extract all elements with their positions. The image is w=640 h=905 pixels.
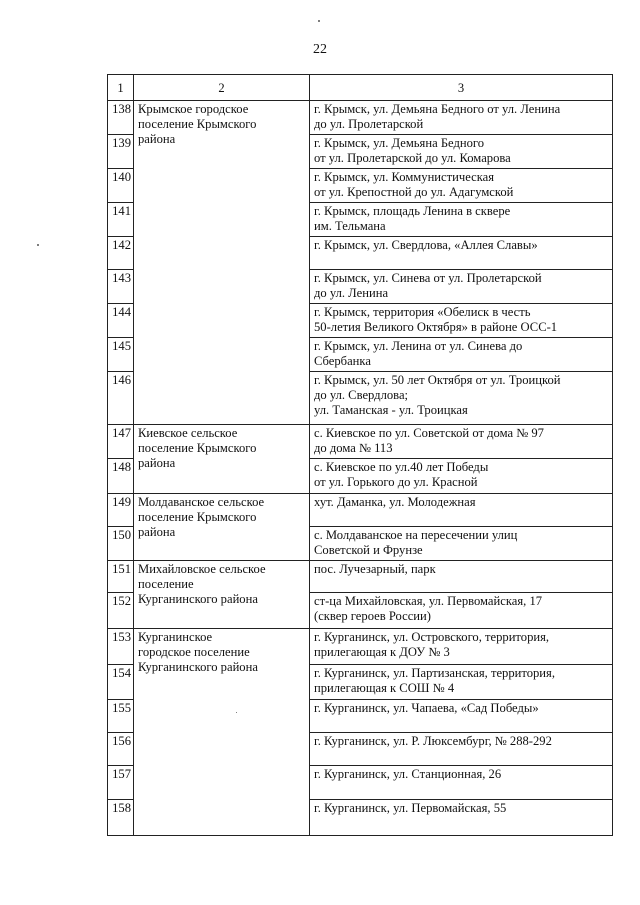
address-line: с. Киевское по ул. Советской от дома № 97 <box>314 426 544 440</box>
table-row <box>108 561 613 593</box>
row-number-cell: 158 <box>108 800 134 836</box>
row-number-cell: 143 <box>108 270 134 304</box>
settlement-cell <box>134 561 310 629</box>
settlement-name-line: городское поселение <box>138 645 250 659</box>
address-line: от ул. Крепостной до ул. Адагумской <box>314 185 514 199</box>
address-line: прилегающая к ДОУ № 3 <box>314 645 450 659</box>
settlement-name-line: поселение Крымского <box>138 510 257 524</box>
table-row <box>108 494 613 527</box>
header-cell-number: 1 <box>108 75 134 101</box>
table-row <box>108 629 613 665</box>
row-number-cell: 140 <box>108 169 134 203</box>
row-number-cell: 152 <box>108 593 134 629</box>
address-line: до ул. Свердлова; <box>314 388 409 402</box>
row-number-cell: 146 <box>108 372 134 425</box>
address-cell <box>310 629 613 665</box>
address-line: ул. Таманская - ул. Троицкая <box>314 403 468 417</box>
row-number-cell: 142 <box>108 237 134 270</box>
settlement-name-line: района <box>138 456 176 470</box>
address-cell <box>310 700 613 733</box>
address-line: до ул. Ленина <box>314 286 389 300</box>
table-row <box>108 101 613 135</box>
row-number-cell: 139 <box>108 135 134 169</box>
places-table <box>107 74 613 836</box>
address-line: до ул. Пролетарской <box>314 117 424 131</box>
address-line: пос. Лучезарный, парк <box>314 562 436 576</box>
address-line: (сквер героев России) <box>314 609 431 623</box>
row-number-cell: 148 <box>108 459 134 494</box>
row-number-cell: 149 <box>108 494 134 527</box>
settlement-name-line: поселение Крымского <box>138 441 257 455</box>
address-cell <box>310 338 613 372</box>
address-line: г. Крымск, ул. Ленина от ул. Синева до <box>314 339 523 353</box>
address-line: г. Крымск, площадь Ленина в сквере <box>314 204 511 218</box>
settlement-name-line: района <box>138 132 176 146</box>
header-cell-address: 3 <box>310 75 613 101</box>
settlement-cell <box>134 494 310 561</box>
address-line: г. Курганинск, ул. Р. Люксембург, № 288-292 <box>314 734 552 748</box>
address-line: Сбербанка <box>314 354 371 368</box>
address-line: г. Крымск, ул. Демьяна Бедного <box>314 136 485 150</box>
address-cell <box>310 135 613 169</box>
settlement-name-line: Крымское городское <box>138 102 249 116</box>
address-line: прилегающая к СОШ № 4 <box>314 681 455 695</box>
address-line: г. Курганинск, ул. Партизанская, территория, <box>314 666 555 680</box>
settlement-name-line: Киевское сельское <box>138 426 238 440</box>
address-cell <box>310 304 613 338</box>
scan-speck <box>318 20 320 22</box>
address-cell <box>310 459 613 494</box>
row-number-cell: 138 <box>108 101 134 135</box>
address-line: 50-летия Великого Октября» в районе ОСС-1 <box>314 320 558 334</box>
scan-speck <box>37 244 39 246</box>
address-cell <box>310 425 613 459</box>
settlement-name-line: Курганинское <box>138 630 213 644</box>
header-cell-settlement: 2 <box>134 75 310 101</box>
address-line: им. Тельмана <box>314 219 386 233</box>
address-line: г. Крымск, территория «Обелиск в честь <box>314 305 531 319</box>
settlement-name-line: Молдаванское сельское <box>138 495 265 509</box>
row-number-cell: 151 <box>108 561 134 593</box>
address-line: от ул. Пролетарской до ул. Комарова <box>314 151 511 165</box>
address-cell <box>310 527 613 561</box>
address-cell <box>310 800 613 836</box>
address-line: г. Курганинск, ул. Островского, территория, <box>314 630 550 644</box>
address-line: г. Курганинск, ул. Станционная, 26 <box>314 767 502 781</box>
settlement-cell <box>134 101 310 425</box>
settlement-cell <box>134 425 310 494</box>
settlement-name-line: Курганинского района <box>138 660 258 674</box>
row-number-cell: 155 <box>108 700 134 733</box>
address-line: г. Крымск, ул. Демьяна Бедного от ул. Ленина <box>314 102 561 116</box>
address-line: Советской и Фрунзе <box>314 543 423 557</box>
address-cell <box>310 665 613 700</box>
table-header-row <box>108 75 613 101</box>
address-line: г. Курганинск, ул. Первомайская, 55 <box>314 801 507 815</box>
row-number-cell: 150 <box>108 527 134 561</box>
address-cell <box>310 372 613 425</box>
address-line: хут. Даманка, ул. Молодежная <box>314 495 476 509</box>
address-line: ст-ца Михайловская, ул. Первомайская, 17 <box>314 594 543 608</box>
row-number-cell: 154 <box>108 665 134 700</box>
address-cell <box>310 169 613 203</box>
address-line: г. Крымск, ул. Коммунистическая <box>314 170 495 184</box>
address-cell <box>310 766 613 800</box>
row-number-cell: 147 <box>108 425 134 459</box>
row-number-cell: 144 <box>108 304 134 338</box>
settlement-name-line: Курганинского района <box>138 592 258 606</box>
row-number-cell: 156 <box>108 733 134 766</box>
row-number-cell: 153 <box>108 629 134 665</box>
address-line: г. Крымск, ул. Синева от ул. Пролетарской <box>314 271 542 285</box>
table-row <box>108 425 613 459</box>
address-cell <box>310 203 613 237</box>
address-line: с. Молдаванское на пересечении улиц <box>314 528 518 542</box>
page-number: 22 <box>313 42 327 57</box>
address-cell <box>310 733 613 766</box>
address-cell <box>310 593 613 629</box>
settlement-cell <box>134 629 310 836</box>
address-line: г. Курганинск, ул. Чапаева, «Сад Победы» <box>314 701 539 715</box>
address-cell <box>310 270 613 304</box>
scan-speck <box>236 712 237 713</box>
table-body <box>108 101 613 836</box>
settlement-name-line: поселение Крымского <box>138 117 257 131</box>
row-number-cell: 157 <box>108 766 134 800</box>
settlement-name-line: поселение <box>138 577 194 591</box>
address-line: от ул. Горького до ул. Красной <box>314 475 478 489</box>
address-line: с. Киевское по ул.40 лет Победы <box>314 460 489 474</box>
settlement-name-line: Михайловское сельское <box>138 562 266 576</box>
address-line: г. Крымск, ул. 50 лет Октября от ул. Троицкой <box>314 373 561 387</box>
address-line: до дома № 113 <box>314 441 393 455</box>
row-number-cell: 141 <box>108 203 134 237</box>
address-cell <box>310 494 613 527</box>
row-number-cell: 145 <box>108 338 134 372</box>
address-line: г. Крымск, ул. Свердлова, «Аллея Славы» <box>314 238 538 252</box>
settlement-name-line: района <box>138 525 176 539</box>
address-cell <box>310 101 613 135</box>
address-cell <box>310 237 613 270</box>
address-cell <box>310 561 613 593</box>
